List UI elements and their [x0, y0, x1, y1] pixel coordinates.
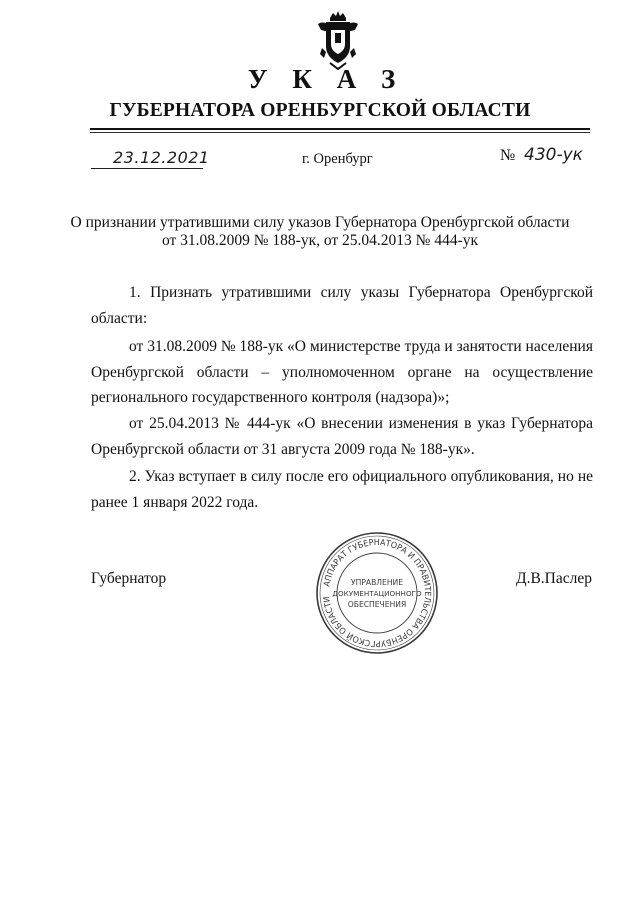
decree-title: У К А З	[247, 64, 405, 94]
paragraph-repealed-444-text: от 25.04.2013 № 444-ук «О внесении изменения в указ Губернатора Оренбургской области от 31 августа 2009 года № 188-ук».	[91, 415, 593, 458]
signer-role: Губернатор	[91, 570, 167, 587]
decree-date-field	[91, 148, 210, 170]
number-sign: №	[500, 147, 516, 164]
decree-date: 23.12.2021	[113, 148, 210, 167]
decree-city: г. Оренбург	[302, 151, 373, 167]
seal-line-3: ОБЕСПЕЧЕНИЯ	[347, 600, 407, 609]
decree-number-field	[500, 145, 600, 171]
header-divider-thin	[90, 132, 590, 133]
paragraph-2-text: 2. Указ вступает в силу после его официального опубликования, но не ранее 1 января 2022 года.	[91, 468, 593, 511]
paragraph-repealed-444	[91, 411, 593, 462]
decree-number: 430-ук	[524, 145, 583, 165]
paragraph-repealed-188	[91, 334, 593, 411]
paragraph-1-text: 1. Признать утратившими силу указы Губернатора Оренбургской области:	[91, 284, 593, 327]
paragraph-1	[91, 280, 593, 331]
paragraph-2	[91, 464, 593, 515]
seal-line-2: ДОКУМЕНТАЦИОННОГО	[332, 589, 422, 598]
paragraph-repealed-188-text: от 31.08.2009 № 188-ук «О министерстве труда и занятости населения Оренбургской области – уполномоченном органе на осуществление регионального государственного контроля (надзора)»;	[91, 338, 593, 406]
header-divider-thick	[90, 128, 590, 130]
subject-line-1: О признании утратившими силу указов Губернатора Оренбургской области	[70, 214, 570, 231]
decree-subject	[0, 214, 640, 250]
issuer-title: ГУБЕРНАТОРА ОРЕНБУРГСКОЙ ОБЛАСТИ	[109, 100, 531, 121]
seal-line-1: УПРАВЛЕНИЕ	[350, 578, 404, 587]
seal-ring-text: АППАРАТ ГУБЕРНАТОРА И ПРАВИТЕЛЬСТВА ОРЕНБУРГСКОЙ ОБЛАСТИ	[322, 537, 433, 649]
signer-name: Д.В.Паслер	[516, 570, 592, 587]
coat-of-arms-icon	[316, 8, 360, 70]
official-seal-stamp	[314, 530, 440, 656]
date-underline	[91, 168, 203, 169]
subject-line-2: от 31.08.2009 № 188-ук, от 25.04.2013 № 444-ук	[161, 232, 479, 249]
